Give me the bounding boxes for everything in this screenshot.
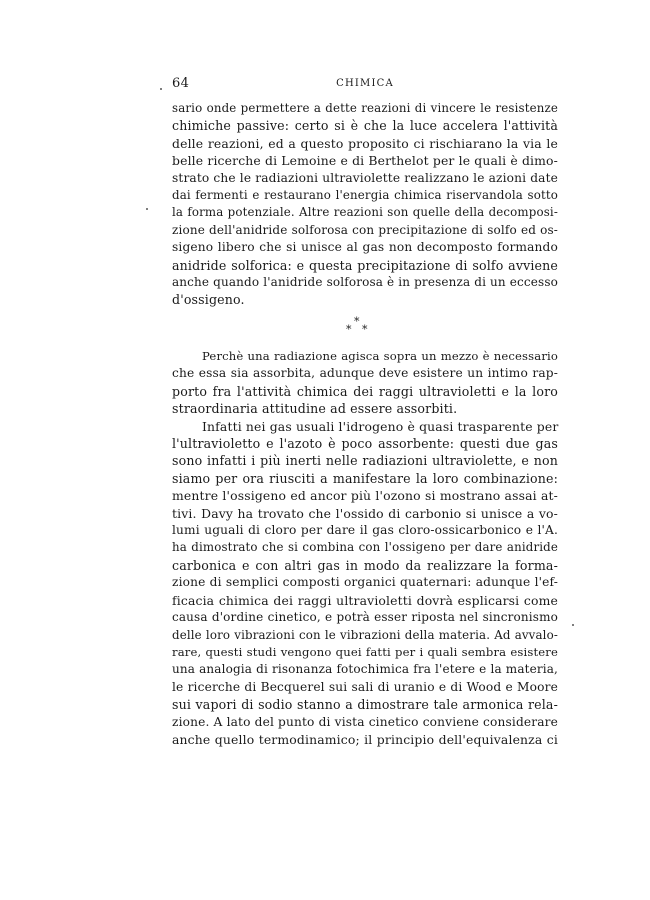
text-line: l'ultravioletto e l'azoto è poco assorbente: questi due gas — [172, 436, 558, 452]
asterisk: * — [362, 323, 368, 336]
paragraph-1 — [172, 100, 558, 309]
text-line: straordinaria attitudine ad essere assorbiti. — [172, 401, 458, 417]
text-line: le ricerche di Becquerel sui sali di uranio e di Wood e Moore — [172, 679, 558, 694]
text-line: mentre l'ossigeno ed ancor più l'ozono si mostrano assai at- — [172, 488, 558, 504]
text-line: ha dimostrato che si combina con l'ossigeno per dare anidride — [172, 540, 558, 555]
text-line: chimiche passive: certo si è che la luce accelera l'attività — [172, 118, 558, 134]
text-line: causa d'ordine cinetico, e potrà esser riposta nel sincronismo — [172, 610, 558, 625]
paragraph-2 — [172, 348, 558, 418]
text-line: sui vapori di sodio stanno a dimostrare tale armonica rela- — [172, 697, 558, 713]
text-line: belle ricerche di Lemoine e di Berthelot per le quali è dimo- — [172, 153, 558, 169]
text-line: anche quando l'anidride solforosa è in presenza di un eccesso — [172, 275, 558, 290]
text-line: tivi. Davy ha trovato che l'ossido di carbonio si unisce a vo- — [172, 505, 558, 521]
text-line: Perchè una radiazione agisca sopra un mezzo è necessario — [202, 349, 558, 363]
page-header — [172, 76, 558, 92]
text-line: la forma potenziale. Altre reazioni son quelle della decomposi- — [172, 205, 558, 220]
text-line: rare, questi studi vengono quei fatti per i quali sembra esistere — [172, 644, 558, 659]
paper-speck — [572, 624, 574, 626]
asterisk: * — [354, 315, 360, 328]
text-line: sono infatti i più inerti nelle radiazioni ultraviolette, e non — [172, 453, 558, 469]
running-head: CHIMICA — [336, 78, 394, 89]
text-line: delle loro vibrazioni con le vibrazioni della materia. Ad avvalo- — [172, 627, 558, 642]
text-line: porto fra l'attività chimica dei raggi ultravioletti e la loro — [172, 383, 558, 399]
text-line: ficacia chimica dei raggi ultravioletti dovrà esplicarsi come — [172, 592, 558, 608]
text-line: zione di semplici composti organici quaternari: adunque l'ef- — [172, 575, 558, 590]
text-line: zione. A lato del punto di vista cinetico conviene considerare — [172, 714, 558, 729]
paper-speck — [160, 88, 162, 90]
page-number: 64 — [172, 76, 190, 91]
text-line: zione dell'anidride solforosa con precipitazione di solfo ed os- — [172, 222, 558, 237]
text-line: sario onde permettere a dette reazioni di vincere le resistenze — [172, 101, 558, 115]
text-line: dai fermenti e restaurano l'energia chimica riservandola sotto — [172, 188, 558, 203]
text-line: anidride solforica: e questa precipitazione di solfo avviene — [172, 257, 558, 273]
text-line: Infatti nei gas usuali l'idrogeno è quasi trasparente per — [202, 418, 559, 434]
text-line: carbonica e con altri gas in modo da realizzare la forma- — [172, 557, 558, 573]
text-line: siamo per ora riusciti a manifestare la loro combinazione: — [172, 470, 558, 486]
text-line: delle reazioni, ed a questo proposito ci rischiarano la via le — [172, 135, 558, 151]
text-line: d'ossigeno. — [172, 292, 245, 308]
asterisk: * — [346, 323, 352, 336]
text-line: che essa sia assorbita, adunque deve esistere un intimo rap- — [172, 366, 558, 381]
text-line: strato che le radiazioni ultraviolette realizzano le azioni date — [172, 170, 558, 185]
section-body — [172, 348, 558, 748]
text-line: una analogia di risonanza fotochimica fra l'etere e la materia, — [172, 662, 558, 677]
paper-speck — [146, 208, 148, 210]
text-line: anche quello termodinamico; il principio dell'equivalenza ci — [172, 731, 558, 747]
section-separator-asterism — [345, 315, 375, 337]
text-line: sigeno libero che si unisce al gas non decomposto formando — [172, 240, 558, 255]
text-line: lumi uguali di cloro per dare il gas cloro-ossicarbonico e l'A. — [172, 523, 558, 538]
paragraph-3 — [172, 418, 558, 749]
